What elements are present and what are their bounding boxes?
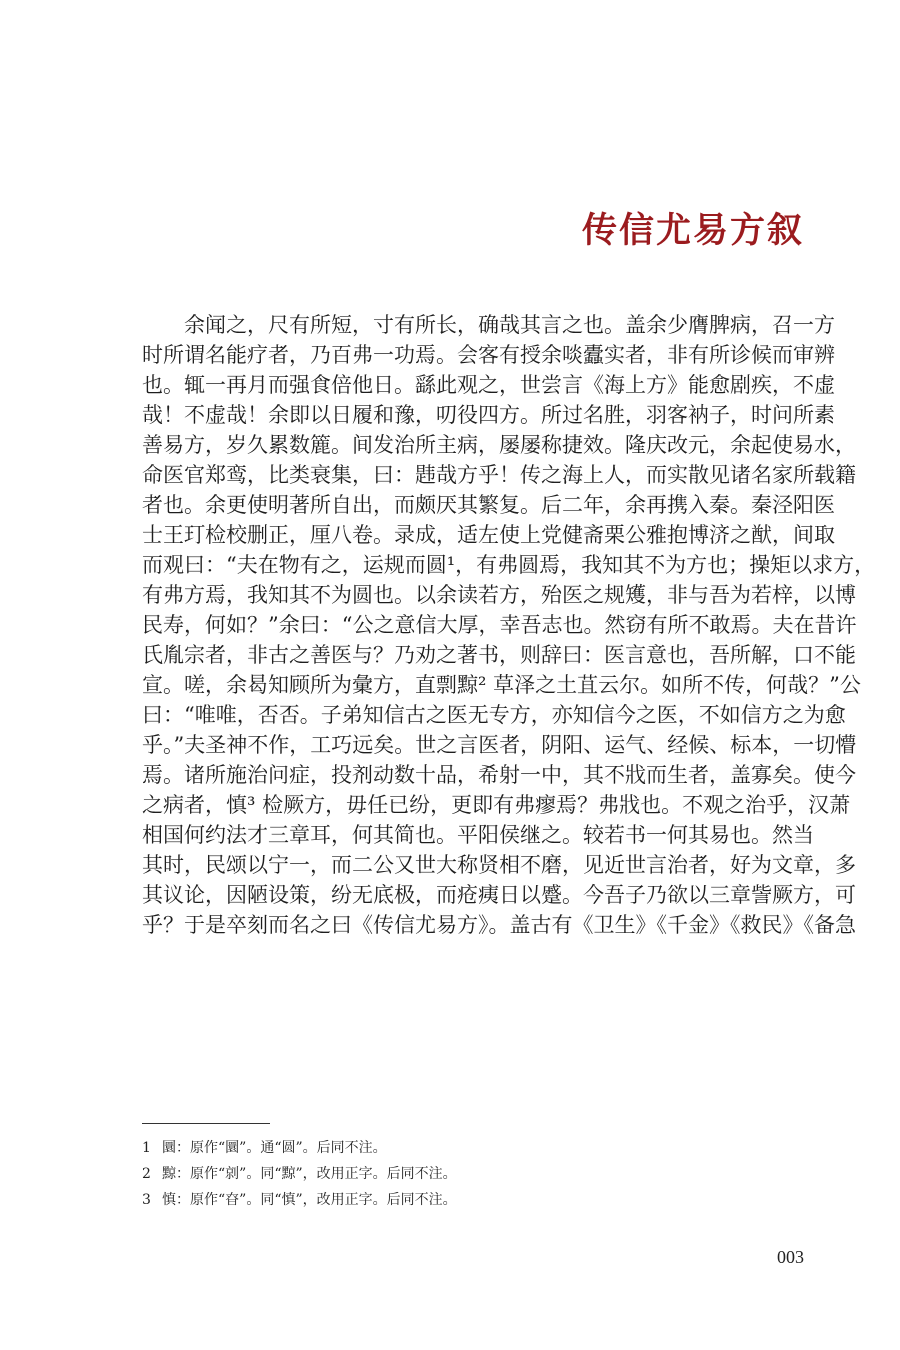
- footnote-text: 圜：原作“圜”。通“圆”。后同不注。: [162, 1140, 387, 1156]
- text-line: 乎。”夫圣神不作，工巧远矣。世之言医者，阴阳、运气、经候、标本，一切懵: [142, 733, 857, 757]
- text-line: 其时，民颂以宁一，而二公又世大称贤相不磨，见近世言治者，好为文章，多: [142, 853, 856, 877]
- text-line: 曰：“唯唯，否否。子弟知信古之医无专方，亦知信今之医，不如信方之为愈: [142, 703, 846, 727]
- footnote-text: 慎：原作“昚”。同“慎”，改用正字。后同不注。: [162, 1192, 457, 1208]
- text-line: 士王玎检校删正，厘八卷。录成，适左使上党健斋栗公雅抱博济之猷，间取: [142, 523, 835, 547]
- text-line: 余闻之，尺有所短，寸有所长，确哉其言之也。盖余少膺脾病，召一方: [184, 313, 835, 337]
- footnote: [142, 1135, 742, 1161]
- footnote-number: 1: [142, 1140, 151, 1156]
- page-number: 003: [777, 1247, 804, 1267]
- text-line: 时所谓名能疗者，乃百弗一功焉。会客有授余啖蠹实者，非有所诊候而审辨: [142, 343, 835, 367]
- text-line: 也。辄一再月而强食倍他日。繇此观之，世尝言《海上方》能愈剧疾，不虚: [142, 373, 835, 397]
- text-line: 民寿，何如？”余曰：“公之意信大厚，幸吾志也。然窃有所不敢焉。夫在昔许: [142, 613, 857, 637]
- footnotes: [142, 1135, 742, 1213]
- text-line: 宣。嗟，余曷知顾所为彙方，直剽黥² 草泽之土苴云尔。如所不传，何哉？”公: [142, 673, 861, 697]
- footnote: [142, 1161, 742, 1187]
- footnote-divider: [142, 1123, 270, 1124]
- text-line: 氏胤宗者，非古之善医与？乃劝之著书，则辞曰：医言意也，吾所解，口不能: [142, 643, 856, 667]
- footnote-number: 2: [142, 1166, 151, 1182]
- footnote-text: 黥：原作“剠”。同“黥”，改用正字。后同不注。: [162, 1166, 457, 1182]
- text-line: 而观曰：“夫在物有之，运规而圆¹，有弗圆焉，我知其不为方也；操矩以求方，: [142, 553, 876, 577]
- text-line: 哉！不虚哉！余即以日履和豫，叨役四方。所过名胜，羽客衲子，时问所素: [142, 403, 835, 427]
- text-line: 其议论，因陋设策，纷无底极，而疮痍日以蹙。今吾子乃欲以三章訾厥方，可: [142, 883, 856, 907]
- text-line: 乎？于是卒刻而名之曰《传信尤易方》。盖古有《卫生》《千金》《救民》《备急: [142, 913, 856, 937]
- footnote-number: 3: [142, 1192, 151, 1208]
- text-line: 善易方，岁久累数簏。间发治所主病，屡屡称捷效。隆庆改元，余起使易水，: [142, 433, 856, 457]
- text-line: 命医官郑鸾，比类衰集，曰：韪哉方乎！传之海上人，而实散见诸名家所载籍: [142, 463, 856, 487]
- chapter-title: 传信尤易方叙: [581, 210, 804, 251]
- text-line: 之病者，慎³ 检厥方，毋任已纷，更即有弗瘳焉？弗戕也。不观之治乎，汉萧: [142, 793, 851, 817]
- text-line: 焉。诸所施治问症，投剂动数十品，希射一中，其不戕而生者，盖寡矣。使今: [142, 763, 856, 787]
- text-line: 有弗方焉，我知其不为圆也。以余读若方，殆医之规矱，非与吾为若梓，以博: [142, 583, 856, 607]
- body-text: [142, 310, 876, 940]
- text-line: 者也。余更使明著所自出，而颇厌其繁复。后二年，余再携入秦。秦泾阳医: [142, 493, 835, 517]
- footnote: [142, 1187, 742, 1213]
- text-line: 相国何约法才三章耳，何其简也。平阳侯继之。较若书一何其易也。然当: [142, 823, 814, 847]
